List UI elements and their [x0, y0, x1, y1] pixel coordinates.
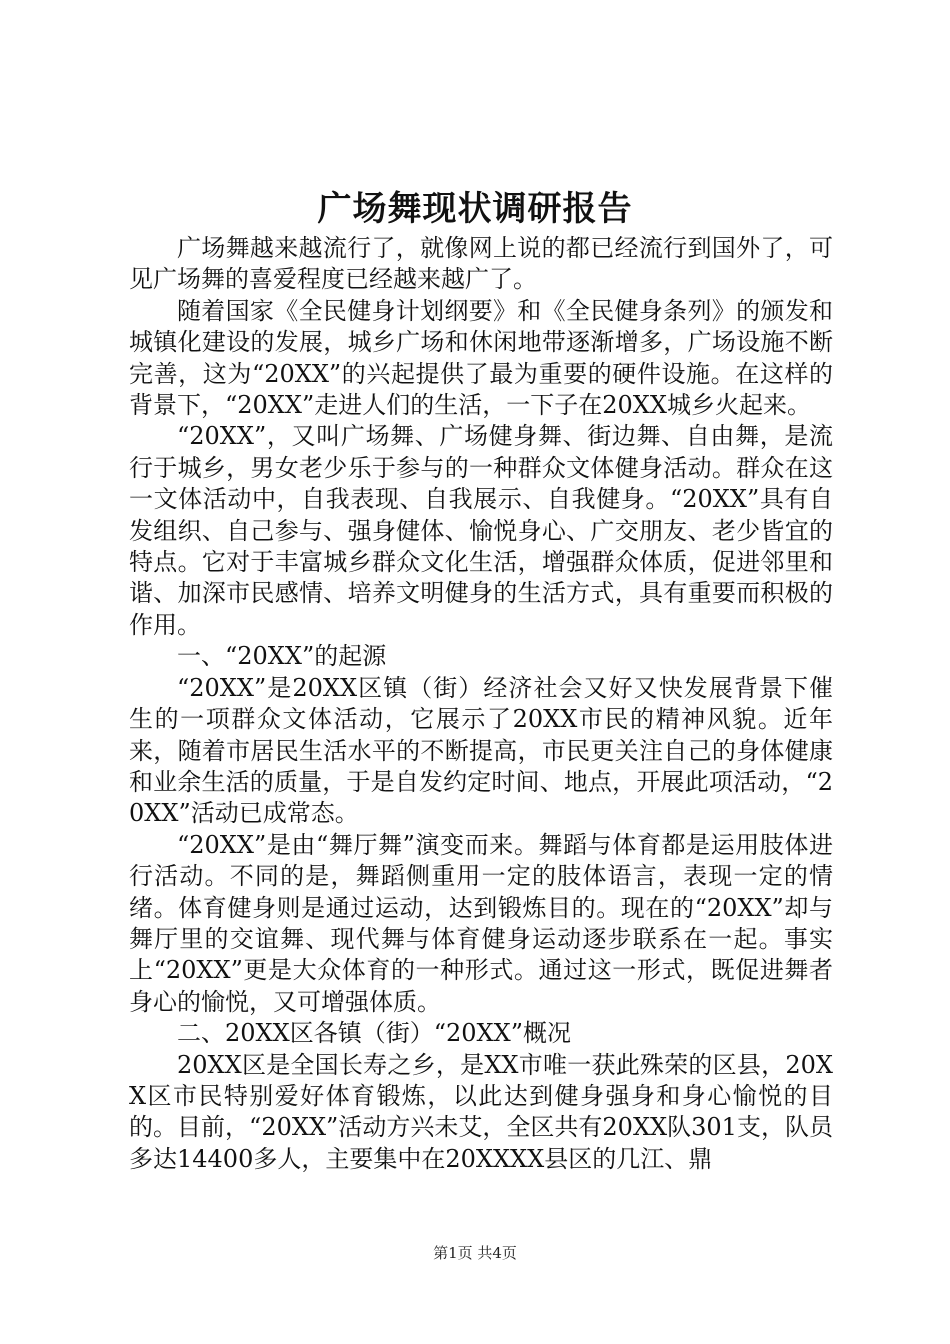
section-heading-origin: 一、“20XX”的起源 — [177, 642, 387, 671]
paragraph-definition: “20XX”，又叫广场舞、广场健身舞、街边舞、自由舞，是流行于城乡，男女老少乐于参与的一种群众文体健身活动。群众在这一文体活动中，自我表现、自我展示、自我健身。“20XX”具有自发组织、自己参与、强身健体、愉悦身心、广交朋友、老少皆宜的特点。它对于丰富城乡群众文化生活，增强群众体质，促进邻里和谐、加深市民感情、培养文明健身的生活方式，具有重要而积极的作用。 — [129, 422, 833, 639]
document-title: 广场舞现状调研报告 — [317, 189, 633, 229]
paragraph-overview: 20XX区是全国长寿之乡，是XX市唯一获此殊荣的区县，20XX区市民特别爱好体育锻炼，以此达到健身强身和身心愉悦的目的。目前，“20XX”活动方兴未艾，全区共有20XX队301支，队员多达14400多人，主要集中在20XXXX县区的几江、鼎 — [129, 1050, 833, 1173]
paragraph-intro: 广场舞越来越流行了，就像网上说的都已经流行到国外了，可见广场舞的喜爱程度已经越来越广了。 — [129, 234, 833, 294]
document-body — [129, 233, 833, 1175]
page-number: 第1页 共4页 — [433, 1244, 517, 1262]
paragraph-evolution: “20XX”是由“舞厅舞”演变而来。舞蹈与体育都是运用肢体进行活动。不同的是，舞蹈侧重用一定的肢体语言，表现一定的情绪。体育健身则是通过运动，达到锻炼目的。现在的“20XX”却与舞厅里的交谊舞、现代舞与体育健身运动逐步联系在一起。事实上“20XX”更是大众体育的一种形式。通过这一形式，既促进舞者身心的愉悦，又可增强体质。 — [129, 830, 833, 1016]
paragraph-origin: “20XX”是20XX区镇（街）经济社会又好又快发展背景下催生的一项群众文体活动，它展示了20XX市民的精神风貌。近年来，随着市居民生活水平的不断提高，市民更关注自己的身体健康和业余生活的质量，于是自发约定时间、地点，开展此项活动，“20XX”活动已成常态。 — [129, 673, 833, 828]
section-heading-overview: 二、20XX区各镇（街）“20XX”概况 — [177, 1019, 571, 1048]
paragraph-background: 随着国家《全民健身计划纲要》和《全民健身条列》的颁发和城镇化建设的发展，城乡广场和休闲地带逐渐增多，广场设施不断完善，这为“20XX”的兴起提供了最为重要的硬件设施。在这样的背景下，“20XX”走进人们的生活，一下子在20XX城乡火起来。 — [129, 296, 833, 420]
